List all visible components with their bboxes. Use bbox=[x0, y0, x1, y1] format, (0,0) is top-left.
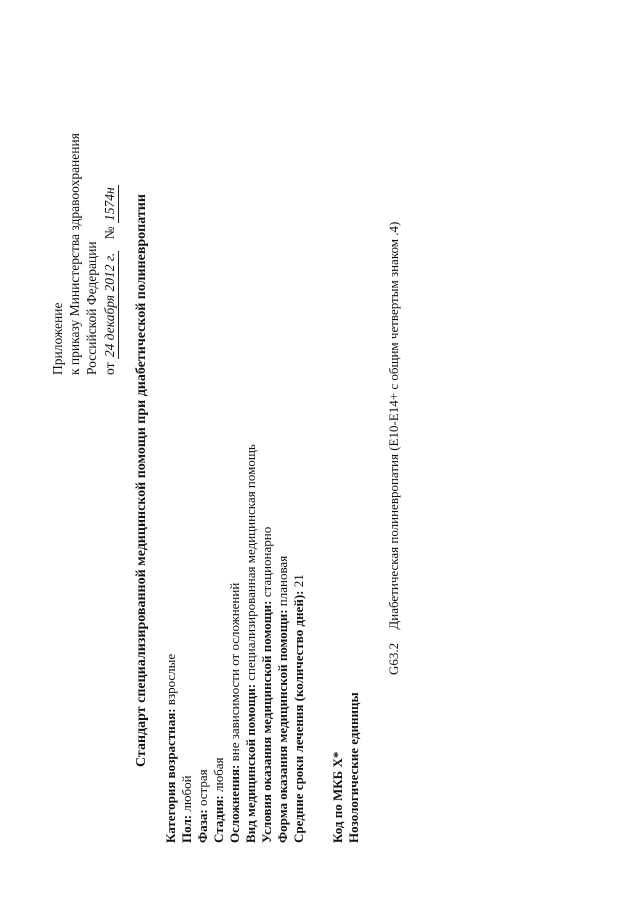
param-value: вне зависимости от осложнений bbox=[227, 582, 242, 765]
date-prefix: от bbox=[102, 362, 117, 375]
icd-code: G63.2 bbox=[386, 642, 401, 675]
param-age bbox=[163, 654, 179, 843]
nosology-label: Нозологические единицы bbox=[346, 692, 361, 843]
appendix-line-2: к приказу Министерства здравоохранения bbox=[67, 133, 82, 375]
param-label: Категория возрастная: bbox=[163, 708, 178, 843]
param-value: 21 bbox=[291, 574, 306, 591]
handwritten-number: 1574н bbox=[102, 187, 117, 222]
param-sex bbox=[179, 775, 195, 843]
appendix-line-3: Российской Федерации bbox=[84, 241, 99, 375]
appendix-line-1: Приложение bbox=[50, 302, 65, 375]
param-phase bbox=[195, 769, 211, 843]
param-label: Условия оказания медицинской помощи: bbox=[259, 600, 274, 843]
param-label: Средние сроки лечения (количество дней): bbox=[291, 590, 306, 843]
param-value: любая bbox=[211, 757, 226, 796]
handwritten-date: 24 декабря 2012 г. bbox=[102, 252, 117, 358]
param-label: Форма оказания медицинской помощи: bbox=[275, 609, 290, 843]
number-sign: № bbox=[102, 226, 117, 240]
param-value: стационарно bbox=[259, 526, 274, 601]
param-label: Фаза: bbox=[195, 809, 210, 843]
param-label: Осложнения: bbox=[227, 764, 242, 843]
param-stage bbox=[211, 757, 227, 843]
param-value: острая bbox=[195, 769, 210, 810]
param-care-form bbox=[275, 556, 291, 843]
param-care-conditions bbox=[259, 527, 275, 843]
icd-description: Диабетическая полиневропатия (E10-E14+ с общим четвертым знаком .4) bbox=[386, 221, 401, 630]
param-value: плановая bbox=[275, 555, 290, 610]
icd-entry bbox=[386, 222, 402, 675]
param-value: взрослые bbox=[163, 653, 178, 709]
icd-code-label: Код по МКБ Х* bbox=[330, 751, 345, 843]
param-duration bbox=[291, 574, 307, 843]
param-value: специализированная медицинская помощь bbox=[243, 444, 258, 684]
appendix-date-line bbox=[102, 185, 119, 375]
param-label: Вид медицинской помощи: bbox=[243, 683, 258, 843]
param-complications bbox=[227, 583, 243, 843]
param-value: любой bbox=[179, 775, 194, 815]
param-label: Стадия: bbox=[211, 795, 226, 843]
page-title: Стандарт специализированной медицинской помощи при диабетической полиневропатии bbox=[134, 194, 149, 767]
param-label: Пол: bbox=[179, 814, 194, 843]
param-care-type bbox=[243, 444, 259, 843]
